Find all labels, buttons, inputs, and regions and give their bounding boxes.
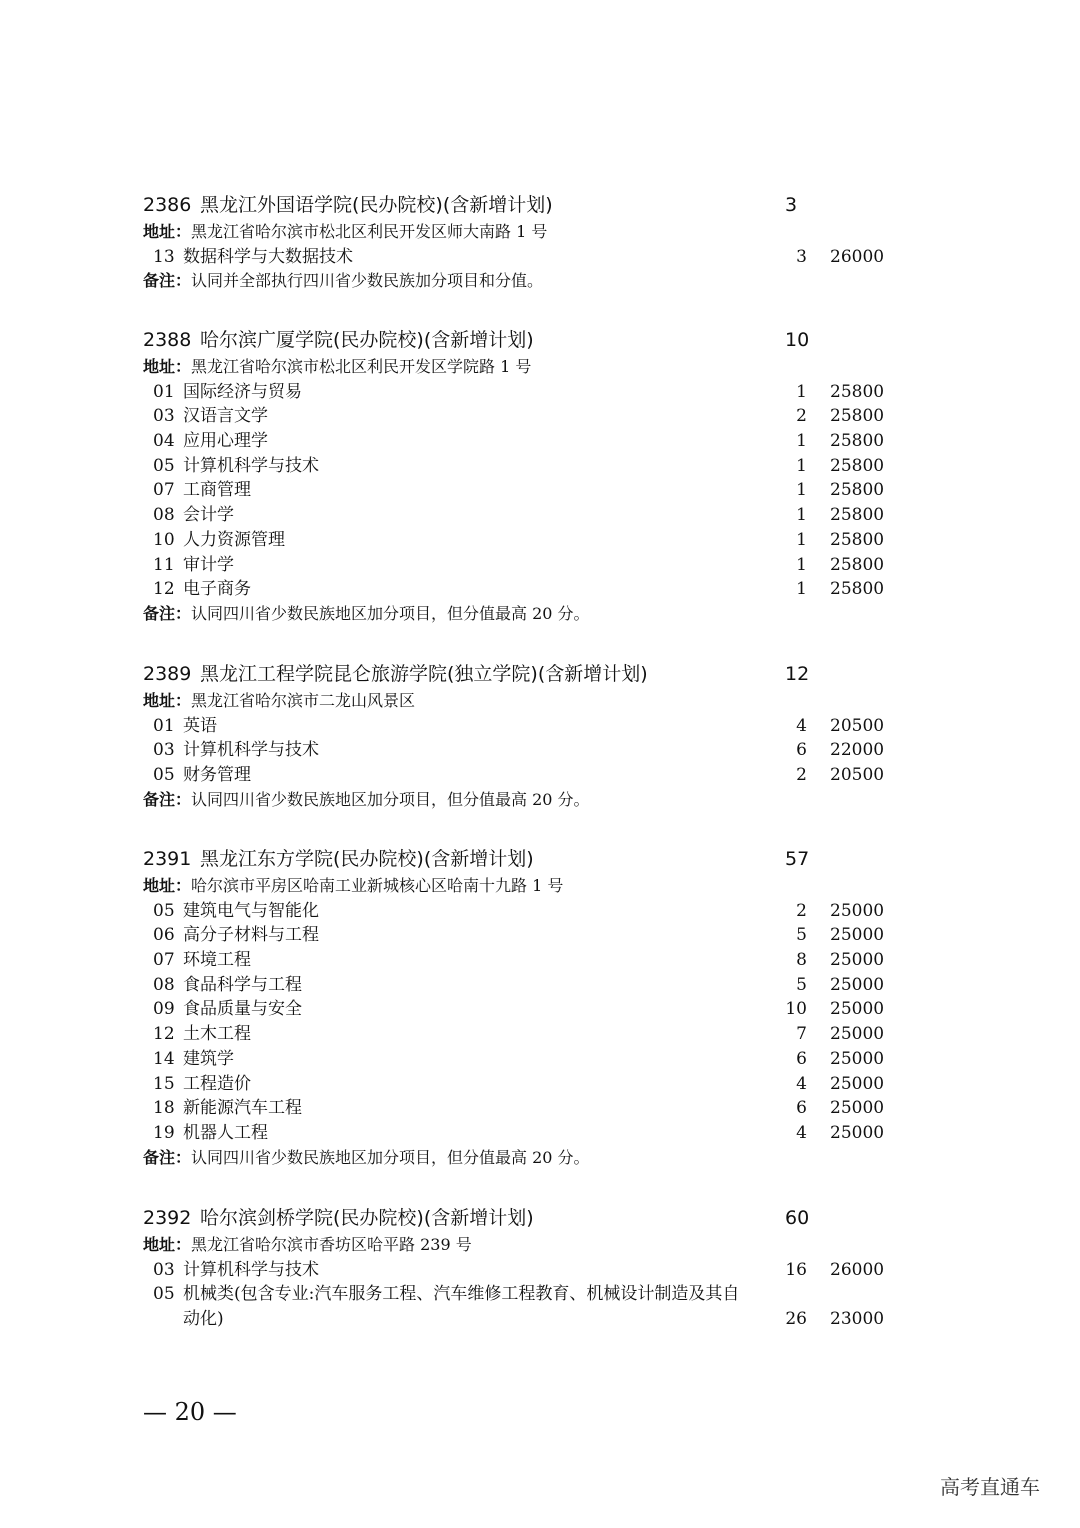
school-code: 2391 [143,848,192,870]
school-code: 2388 [143,329,192,351]
watermark: 高考直通车 [940,1475,1040,1499]
school-name: 哈尔滨剑桥学院(民办院校)(含新增计划) [200,1207,534,1229]
major-name: 土木工程 [183,1024,251,1045]
major-quota: 16 [785,1259,807,1280]
school-name: 黑龙江外国语学院(民办院校)(含新增计划) [200,194,553,216]
major-code: 05 [153,1284,175,1305]
major-tuition: 25000 [830,974,885,995]
major-row [143,1096,903,1121]
major-row [143,763,903,788]
school-name: 黑龙江工程学院昆仑旅游学院(独立学院)(含新增计划) [200,663,648,685]
school-header [143,659,903,689]
major-row [143,553,903,578]
major-quota: 1 [796,579,807,600]
address-label: 地址： [143,1235,192,1254]
major-name: 环境工程 [183,950,251,971]
major-tuition: 25000 [830,1048,885,1069]
major-tuition: 25000 [830,1024,885,1045]
major-tuition: 25800 [830,431,885,452]
major-tuition: 25800 [830,554,885,575]
note-label: 备注： [143,603,192,623]
major-name: 财务管理 [183,765,251,786]
major-code: 03 [153,740,175,761]
major-name: 食品质量与安全 [183,999,302,1020]
major-row [143,714,903,739]
major-row [143,245,903,270]
major-quota: 4 [796,1122,807,1143]
major-name: 工商管理 [183,480,251,501]
major-quota: 1 [796,455,807,476]
address-text: 哈尔滨市平房区哈南工业新城核心区哈南十九路 1 号 [191,876,564,895]
major-tuition: 23000 [830,1309,885,1330]
major-name: 应用心理学 [183,431,268,452]
note-label: 备注： [143,1147,192,1167]
address-label: 地址： [143,876,192,895]
major-code: 10 [153,529,175,550]
school-code: 2389 [143,663,192,685]
school-total-quota: 12 [785,663,810,685]
major-name: 机器人工程 [183,1122,268,1143]
major-quota: 7 [796,1024,807,1045]
page-number: — 20 — [143,1398,237,1426]
major-name: 会计学 [183,505,234,526]
major-code: 05 [153,765,175,786]
major-quota: 5 [796,974,807,995]
major-tuition: 25800 [830,505,885,526]
major-name: 工程造价 [183,1073,251,1094]
major-quota: 2 [796,406,807,427]
school-total-quota: 10 [785,329,810,351]
major-quota: 1 [796,554,807,575]
major-quota: 10 [785,999,807,1020]
major-code: 07 [153,480,175,501]
major-code: 15 [153,1073,175,1094]
major-name: 人力资源管理 [183,529,285,550]
school-block [143,325,903,627]
major-row [143,973,903,998]
major-code: 01 [153,715,175,736]
major-code: 04 [153,431,175,452]
major-name: 食品科学与工程 [183,974,302,995]
address-text: 黑龙江省哈尔滨市松北区利民开发区师大南路 1 号 [191,222,548,241]
major-name: 审计学 [183,554,234,575]
school-block [143,659,903,812]
school-block [143,1203,903,1332]
major-row [143,380,903,405]
major-row [143,1258,903,1283]
major-quota: 1 [796,480,807,501]
school-address [143,355,903,380]
note-text: 认同四川省少数民族地区加分项目，但分值最高 20 分。 [191,603,590,623]
school-address [143,689,903,714]
major-tuition: 26000 [830,246,885,267]
major-row [143,1072,903,1097]
major-code: 14 [153,1048,175,1069]
major-code: 07 [153,950,175,971]
school-header [143,844,903,874]
school-address [143,220,903,245]
address-text: 黑龙江省哈尔滨市香坊区哈平路 239 号 [191,1235,472,1254]
major-row [143,528,903,553]
major-quota: 2 [796,900,807,921]
major-row [143,738,903,763]
major-tuition: 25800 [830,406,885,427]
major-name: 数据科学与大数据技术 [183,246,353,267]
note-label: 备注： [143,271,192,291]
school-header [143,190,903,220]
school-header [143,325,903,355]
major-quota: 5 [796,925,807,946]
major-code: 05 [153,900,175,921]
major-row [143,404,903,429]
school-note [143,269,903,294]
major-row [143,478,903,503]
major-row [143,429,903,454]
major-row [143,1282,903,1331]
school-total-quota: 57 [785,848,810,870]
major-quota: 26 [785,1309,807,1330]
major-name: 汉语言文学 [183,406,268,427]
major-code: 08 [153,974,175,995]
major-code: 01 [153,381,175,402]
major-code: 03 [153,406,175,427]
major-row [143,923,903,948]
major-tuition: 25000 [830,925,885,946]
major-tuition: 25000 [830,950,885,971]
major-code: 09 [153,999,175,1020]
major-row [143,1121,903,1146]
major-tuition: 25000 [830,900,885,921]
school-block [143,844,903,1170]
major-name: 建筑学 [183,1048,234,1069]
major-row [143,1022,903,1047]
major-quota: 6 [796,1048,807,1069]
major-code: 11 [153,554,175,575]
major-row [143,1047,903,1072]
major-quota: 4 [796,1073,807,1094]
address-label: 地址： [143,691,192,710]
note-text: 认同四川省少数民族地区加分项目，但分值最高 20 分。 [191,1147,590,1167]
major-quota: 1 [796,529,807,550]
school-name: 黑龙江东方学院(民办院校)(含新增计划) [200,848,534,870]
major-code: 19 [153,1122,175,1143]
major-quota: 1 [796,381,807,402]
major-row [143,948,903,973]
address-label: 地址： [143,357,192,376]
school-name: 哈尔滨广厦学院(民办院校)(含新增计划) [200,329,534,351]
major-tuition: 25800 [830,529,885,550]
major-name: 计算机科学与技术 [183,1259,319,1280]
major-quota: 3 [796,246,807,267]
major-code: 12 [153,1024,175,1045]
major-name: 计算机科学与技术 [183,455,319,476]
major-code: 13 [153,246,175,267]
major-name: 计算机科学与技术 [183,740,319,761]
school-note [143,1146,903,1171]
school-code: 2386 [143,194,192,216]
major-name: 新能源汽车工程 [183,1098,302,1119]
major-tuition: 25800 [830,381,885,402]
major-code: 03 [153,1259,175,1280]
note-label: 备注： [143,789,192,809]
major-code: 05 [153,455,175,476]
major-tuition: 20500 [830,715,885,736]
major-tuition: 25000 [830,999,885,1020]
major-tuition: 25800 [830,579,885,600]
major-quota: 8 [796,950,807,971]
address-text: 黑龙江省哈尔滨市二龙山风景区 [191,691,416,710]
major-name: 高分子材料与工程 [183,925,319,946]
school-total-quota: 3 [785,194,798,216]
major-tuition: 20500 [830,765,885,786]
major-row [143,503,903,528]
major-name: 机械类(包含专业:汽车服务工程、汽车维修工程教育、机械设计制造及其自动化) [183,1284,740,1330]
major-tuition: 25000 [830,1098,885,1119]
note-text: 认同四川省少数民族地区加分项目，但分值最高 20 分。 [191,789,590,809]
address-text: 黑龙江省哈尔滨市松北区利民开发区学院路 1 号 [191,357,532,376]
school-header [143,1203,903,1233]
major-code: 06 [153,925,175,946]
major-name: 建筑电气与智能化 [183,900,319,921]
school-note [143,602,903,627]
major-tuition: 25800 [830,455,885,476]
school-note [143,788,903,813]
major-tuition: 22000 [830,740,885,761]
major-code: 12 [153,579,175,600]
address-label: 地址： [143,222,192,241]
major-tuition: 26000 [830,1259,885,1280]
major-row [143,899,903,924]
major-quota: 1 [796,431,807,452]
school-address [143,1233,903,1258]
major-row [143,577,903,602]
major-code: 08 [153,505,175,526]
major-code: 18 [153,1098,175,1119]
major-name: 英语 [183,715,217,736]
major-quota: 6 [796,1098,807,1119]
major-name: 电子商务 [183,579,251,600]
major-name: 国际经济与贸易 [183,381,302,402]
major-quota: 4 [796,715,807,736]
school-code: 2392 [143,1207,192,1229]
major-tuition: 25000 [830,1122,885,1143]
major-row [143,454,903,479]
school-block [143,190,903,294]
note-text: 认同并全部执行四川省少数民族加分项目和分值。 [191,271,544,291]
school-address [143,874,903,899]
major-quota: 1 [796,505,807,526]
major-tuition: 25800 [830,480,885,501]
major-quota: 6 [796,740,807,761]
major-quota: 2 [796,765,807,786]
school-total-quota: 60 [785,1207,810,1229]
major-tuition: 25000 [830,1073,885,1094]
major-row [143,997,903,1022]
